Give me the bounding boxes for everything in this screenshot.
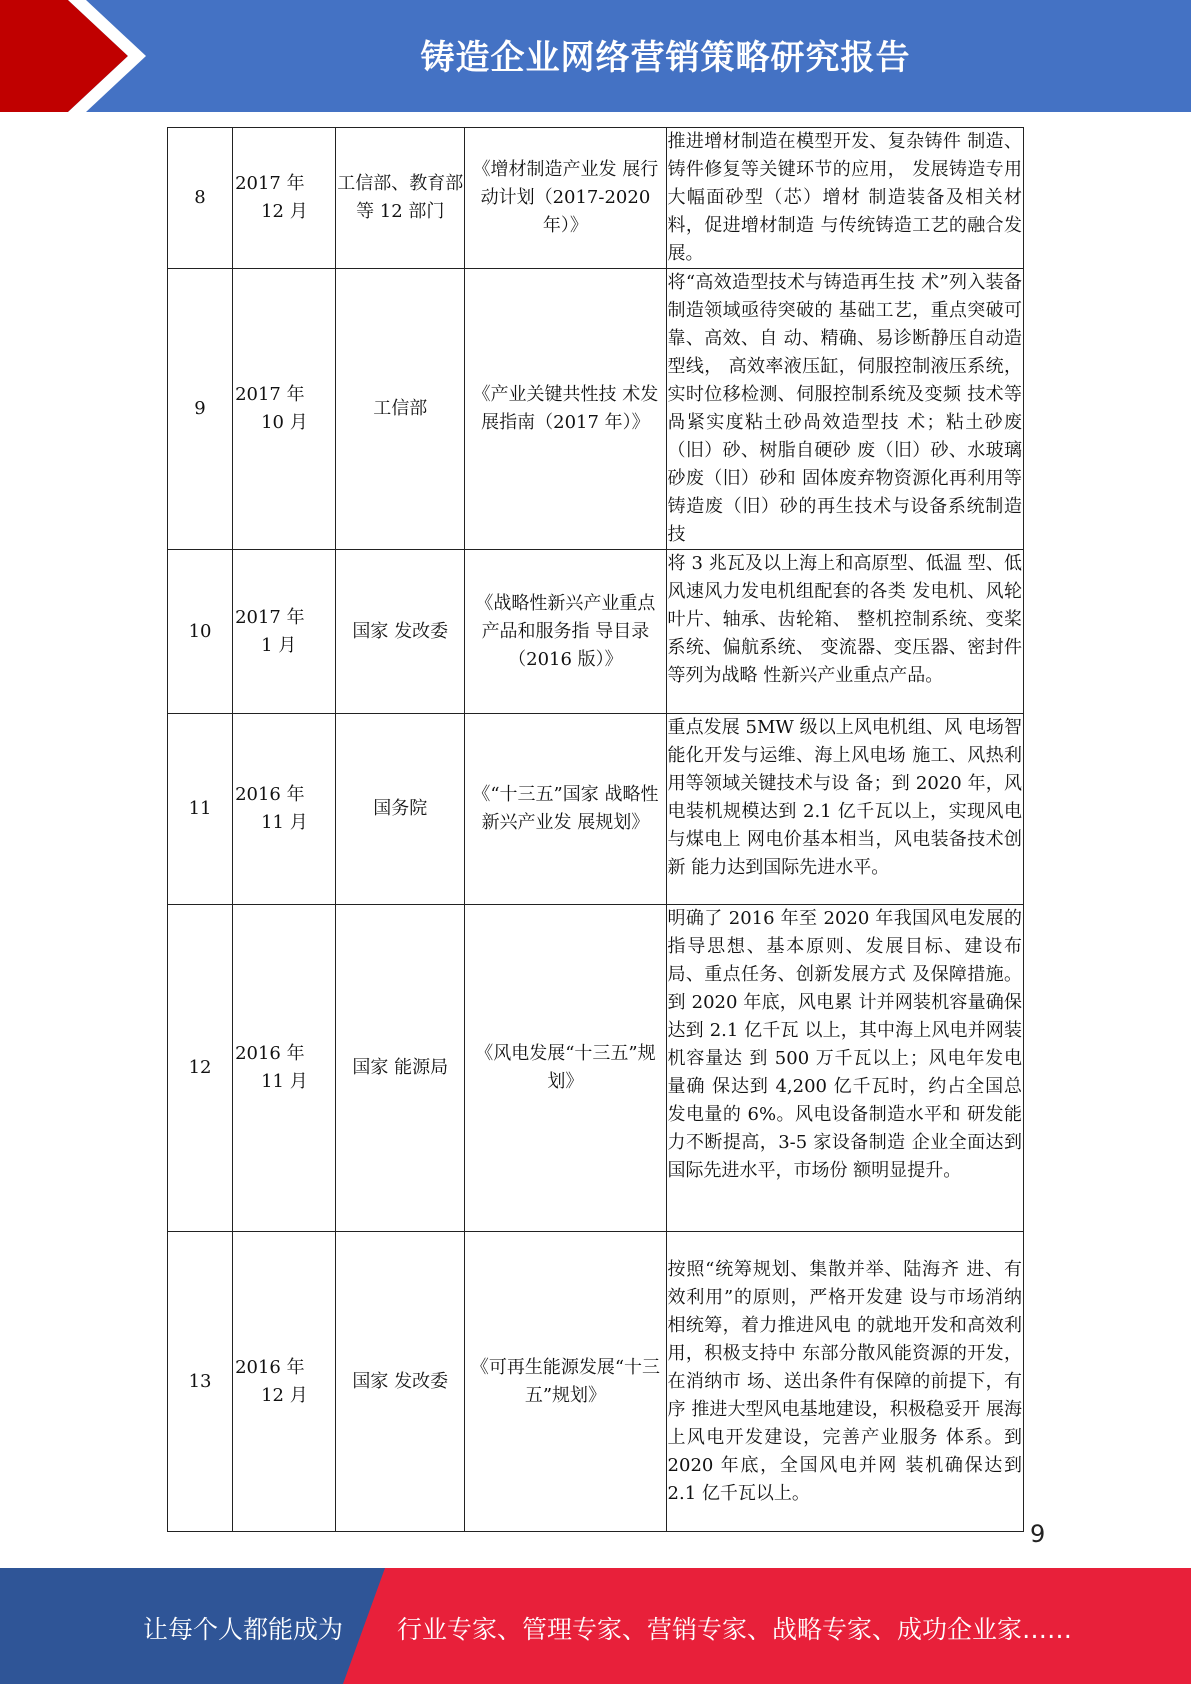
row-date	[233, 714, 336, 905]
row-description: 重点发展 5MW 级以上风电机组、风 电场智能化开发与运维、海上风电场 施工、风热利用等领域关键技术与设 备；到 2020 年，风电装机规模达到 2.1 亿千瓦以上，实现风电与煤电上 网电价基本相当，风电装备技术创新 能力达到国际先进水平。	[666, 714, 1023, 905]
row-description: 将 3 兆瓦及以上海上和高原型、低温 型、低风速风力发电机组配套的各类 发电机、风轮叶片、轴承、齿轮箱、 整机控制系统、变桨系统、偏航系统、 变流器、变压器、密封件等列为战略 性新兴产业重点产品。	[666, 550, 1023, 714]
date-year: 2016 年	[235, 1043, 305, 1064]
table-row	[168, 128, 1024, 269]
date-month: 10 月	[261, 412, 308, 433]
date-month: 11 月	[261, 1071, 308, 1092]
row-number: 8	[168, 128, 233, 269]
row-department: 国家 能源局	[336, 905, 465, 1232]
row-department: 国务院	[336, 714, 465, 905]
chevron-arrow-icon	[0, 0, 160, 112]
date-year: 2017 年	[235, 606, 305, 628]
row-date	[233, 1232, 336, 1532]
policy-table	[167, 127, 1024, 1504]
row-number: 9	[168, 269, 233, 550]
date-year: 2017 年	[235, 173, 305, 194]
date-month: 1 月	[261, 634, 297, 656]
row-date	[233, 905, 336, 1232]
page-number: 9	[1030, 1520, 1046, 1548]
date-month: 12 月	[261, 1384, 308, 1406]
row-description: 明确了 2016 年至 2020 年我国风电发展的指导思想、基本原则、发展目标、建设布局、重点任务、创新发展方式 及保障措施。到 2020 年底，风电累 计并网装机容量确保达到 2.1 亿千瓦 以上，其中海上风电并网装机容量达 到 500 万千瓦以上；风电年发电量确 保达到 4,200 亿千瓦时，约占全国总 发电量的 6%。风电设备制造水平和 研发能力不断提高，3-5 家设备制造 企业全面达到国际先进水平，市场份 额明显提升。	[666, 905, 1023, 1232]
row-document: 《战略性新兴产业重点产品和服务指 导目录（2016 版）》	[465, 550, 666, 714]
date-month: 12 月	[261, 201, 308, 222]
row-description: 将“高效造型技术与铸造再生技 术”列入装备制造领域亟待突破的 基础工艺，重点突破可靠、高效、自 动、精确、易诊断静压自动造型线， 高效率液压缸，伺服控制液压系统，实时位移检测、伺服控制系统及变频 技术等咼紧实度粘土砂咼效造型技 术；粘土砂废（旧）砂、树脂自硬砂 废（旧）砂、水玻璃砂废（旧）砂和 固体废弃物资源化再利用等铸造废（旧）砂的再生技术与设备系统制造 技	[666, 269, 1023, 550]
row-number: 13	[168, 1232, 233, 1532]
row-document: 《增材制造产业发 展行动计划（2017-2020 年）》	[465, 128, 666, 269]
page-footer	[0, 1568, 1191, 1684]
row-description: 推进增材制造在模型开发、复杂铸件 制造、铸件修复等关键环节的应用， 发展铸造专用大幅面砂型（芯）增材 制造装备及相关材料，促进增材制造 与传统铸造工艺的融合发展。	[666, 128, 1023, 269]
row-department: 国家 发改委	[336, 1232, 465, 1532]
table-row	[168, 550, 1024, 714]
page-header	[0, 0, 1191, 112]
date-year: 2016 年	[235, 784, 305, 805]
row-document: 《“十三五”国家 战略性新兴产业发 展规划》	[465, 714, 666, 905]
row-date	[233, 269, 336, 550]
row-number: 10	[168, 550, 233, 714]
row-document: 《产业关键共性技 术发展指南（2017 年）》	[465, 269, 666, 550]
table-row	[168, 269, 1024, 550]
row-number: 12	[168, 905, 233, 1232]
report-title: 铸造企业网络营销策略研究报告	[420, 38, 911, 78]
table-row	[168, 1232, 1024, 1532]
row-date	[233, 550, 336, 714]
table-row	[168, 714, 1024, 905]
row-description: 按照“统筹规划、集散并举、陆海齐 进、有效利用”的原则，严格开发建 设与市场消纳相统筹，着力推进风电 的就地开发和高效利用，积极支持中 东部分散风能资源的开发，在消纳市 场、送出条件有保障的前提下，有序 推进大型风电基地建设，积极稳妥开 展海上风电开发建设，完善产业服务 体系。到 2020 年底，全国风电并网 装机确保达到 2.1 亿千瓦以上。	[666, 1232, 1023, 1532]
footer-slogan-right: 行业专家、管理专家、营销专家、战略专家、成功企业家……	[397, 1615, 1073, 1644]
footer-slogan-left: 让每个人都能成为	[143, 1615, 344, 1644]
date-month: 11 月	[261, 812, 308, 833]
row-document: 《可再生能源发展“十三五”规划》	[465, 1232, 666, 1532]
row-number: 11	[168, 714, 233, 905]
date-year: 2017 年	[235, 384, 305, 405]
row-department: 工信部	[336, 269, 465, 550]
table-row	[168, 905, 1024, 1232]
row-department: 国家 发改委	[336, 550, 465, 714]
row-department: 工信部、教育部等 12 部门	[336, 128, 465, 269]
date-year: 2016 年	[235, 1356, 305, 1378]
row-date	[233, 128, 336, 269]
row-document: 《风电发展“十三五”规划》	[465, 905, 666, 1232]
